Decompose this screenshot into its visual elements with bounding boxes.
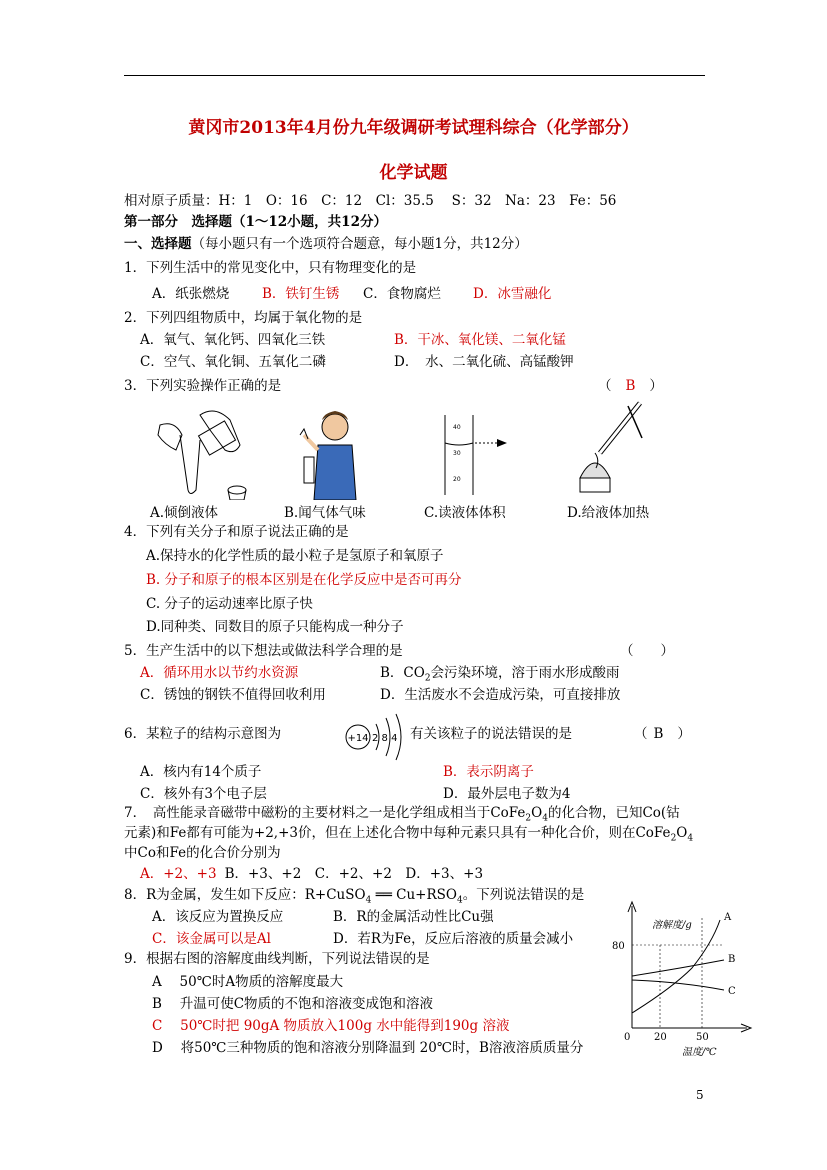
- section-note: （每小题只有一个选项符合题意，每小题1分，共12分）: [191, 236, 528, 252]
- curve-a-label: A: [724, 912, 732, 923]
- q8-option-a: A．该反应为置换反应: [152, 909, 284, 925]
- q6-stem: 6．某粒子的结构示意图为: [124, 726, 282, 742]
- q6-answer-letter: B: [653, 726, 664, 742]
- q4-option-a: A.保持水的化学性质的最小粒子是氢原子和氧原子: [146, 548, 444, 564]
- scale-20-label: 20: [453, 476, 461, 483]
- curve-b-label: B: [728, 954, 736, 965]
- chart-y80-label: 80: [612, 941, 625, 952]
- q6-option-d: D．最外层电子数为4: [443, 786, 571, 802]
- q9-option-c: C 50℃时把 90gA 物质放入100g 水中能得到190g 溶液: [152, 1018, 510, 1034]
- q3-option-c: C.读液体体积: [424, 505, 506, 521]
- q7-options-rest: B．+3、+2 C．+2、+2 D．+3、+3: [224, 866, 484, 882]
- q2-option-c: C．空气、氧化铜、五氧化二磷: [140, 354, 326, 370]
- q1-stem: 1．下列生活中的常见变化中，只有物理变化的是: [124, 260, 417, 276]
- solubility-curve-figure: [612, 898, 762, 1058]
- section-label: 一、选择题: [124, 236, 192, 252]
- q1-option-a: A．纸张燃烧: [152, 286, 230, 302]
- q3-option-a: A.倾倒液体: [150, 505, 219, 521]
- q8-stem: 8．R为金属，发生如下反应：R+CuSO$_4$ ══ $Cu+RSO_4$。下列说法错误的是: [124, 887, 585, 906]
- q3-option-b: B.闻气体气味: [284, 505, 366, 521]
- smell-gas-figure: [290, 405, 370, 500]
- q5-option-a: A．循环用水以节约水资源: [140, 665, 299, 681]
- curve-c: [632, 980, 724, 990]
- chart-x50-label: 50: [696, 1032, 709, 1043]
- part-one-heading: 第一部分 选择题（1～12小题，共12分）: [124, 214, 387, 230]
- pour-liquid-figure: [140, 405, 250, 500]
- q7-line-2: 元素)和Fe都有可能为+2,+3价，但在上述化合物中每种元素只具有一种化合价，则在$CoFe_2O_4$: [124, 825, 694, 844]
- q4-option-c: C. 分子的运动速率比原子快: [146, 596, 313, 612]
- q3-option-d: D.给液体加热: [567, 505, 650, 521]
- read-volume-figure: [425, 415, 525, 495]
- q5-option-d: D．生活废水不会造成污染，可直接排放: [380, 687, 621, 703]
- scale-40-label: 40: [453, 424, 461, 431]
- q9-option-a: A 50℃时A物质的溶解度最大: [152, 974, 344, 990]
- q6-option-a: A．核内有14个质子: [140, 764, 262, 780]
- atom-structure-diagram: [340, 712, 408, 762]
- q8-option-c: C．该金属可以是Al: [152, 931, 271, 947]
- atomic-mass-line: 相对原子质量：H：1 O：16 C：12 Cl：35.5 S：32 Na：23 Fe：56: [124, 193, 617, 209]
- q9-option-b: B 升温可使C物质的不饱和溶液变成饱和溶液: [152, 996, 434, 1012]
- q6-answer: （ B ）: [634, 726, 691, 742]
- curve-c-label: C: [728, 986, 736, 997]
- q2-option-b: B．干冰、氧化镁、二氧化锰: [394, 332, 566, 348]
- q8-option-b: B．R的金属活动性比Cu强: [333, 909, 494, 925]
- q6-option-c: C．核外有3个电子层: [140, 786, 267, 802]
- q1-option-b: B．铁钉生锈: [262, 286, 340, 302]
- q5-option-b: B．$CO_2$会污染环境，溶于雨水形成酸雨: [380, 665, 620, 684]
- chart-xlabel: 温度/℃: [682, 1047, 717, 1058]
- nucleus-label: +14: [347, 733, 369, 744]
- q3-stem: 3．下列实验操作正确的是: [124, 378, 282, 394]
- section-heading: [124, 236, 528, 252]
- doc-subtitle: 化学试题: [379, 163, 448, 183]
- scale-30-label: 30: [453, 450, 461, 457]
- q4-option-d: D.同种类、同数目的原子只能构成一种分子: [146, 619, 404, 635]
- q7-line-1: 7． 高性能录音磁带中磁粉的主要材料之一是化学组成相当于$CoFe_2O_4$的化合物，已知Co(钴: [124, 805, 680, 824]
- q2-option-d: D． 水、二氧化硫、高锰酸钾: [394, 354, 574, 370]
- page-number: 5: [696, 1088, 704, 1102]
- q3-answer: （ B ）: [598, 378, 663, 394]
- q7-option-a: A．+2、+3: [140, 866, 217, 882]
- chart-x20-label: 20: [654, 1032, 667, 1043]
- chart-x0-label: 0: [624, 1032, 631, 1043]
- q8-option-d: D．若R为Fe，反应后溶液的质量会减小: [333, 931, 574, 947]
- q5-stem: 5．生产生活中的以下想法或做法科学合理的是: [124, 643, 403, 659]
- header-rule: [124, 75, 705, 76]
- q6-stem-continued: 有关该粒子的说法错误的是: [410, 726, 572, 742]
- q6-option-b: B．表示阴离子: [443, 764, 534, 780]
- q1-option-c: C．食物腐烂: [363, 286, 441, 302]
- q9-option-d: D 将50℃三种物质的饱和溶液分别降温到 20℃时，B溶液溶质质量分: [152, 1040, 584, 1056]
- q3-answer-letter: B: [625, 378, 636, 394]
- q2-option-a: A．氧气、氧化钙、四氧化三铁: [140, 332, 326, 348]
- curve-b: [632, 960, 724, 976]
- q4-option-b: B. 分子和原子的根本区别是在化学反应中是否可再分: [146, 572, 462, 588]
- doc-title: 黄冈市2013年4月份九年级调研考试理科综合（化学部分）: [188, 118, 639, 138]
- q5-answer-blank: （ ）: [620, 643, 674, 659]
- electron-shells-label: 2 8 4: [372, 733, 398, 744]
- q7-options: [140, 866, 483, 882]
- curve-a: [632, 920, 720, 1013]
- q2-stem: 2．下列四组物质中，均属于氧化物的是: [124, 310, 363, 326]
- q4-stem: 4．下列有关分子和原子说法正确的是: [124, 524, 349, 540]
- q9-stem: 9．根据右图的溶解度曲线判断，下列说法错误的是: [124, 951, 430, 967]
- q7-line-3: 中Co和Fe的化合价分别为: [124, 845, 281, 861]
- q1-option-d: D．冰雪融化: [473, 286, 552, 302]
- chart-ylabel: 溶解度/g: [652, 920, 692, 931]
- q5-option-c: C．锈蚀的钢铁不值得回收利用: [140, 687, 326, 703]
- heat-liquid-figure: [570, 398, 665, 498]
